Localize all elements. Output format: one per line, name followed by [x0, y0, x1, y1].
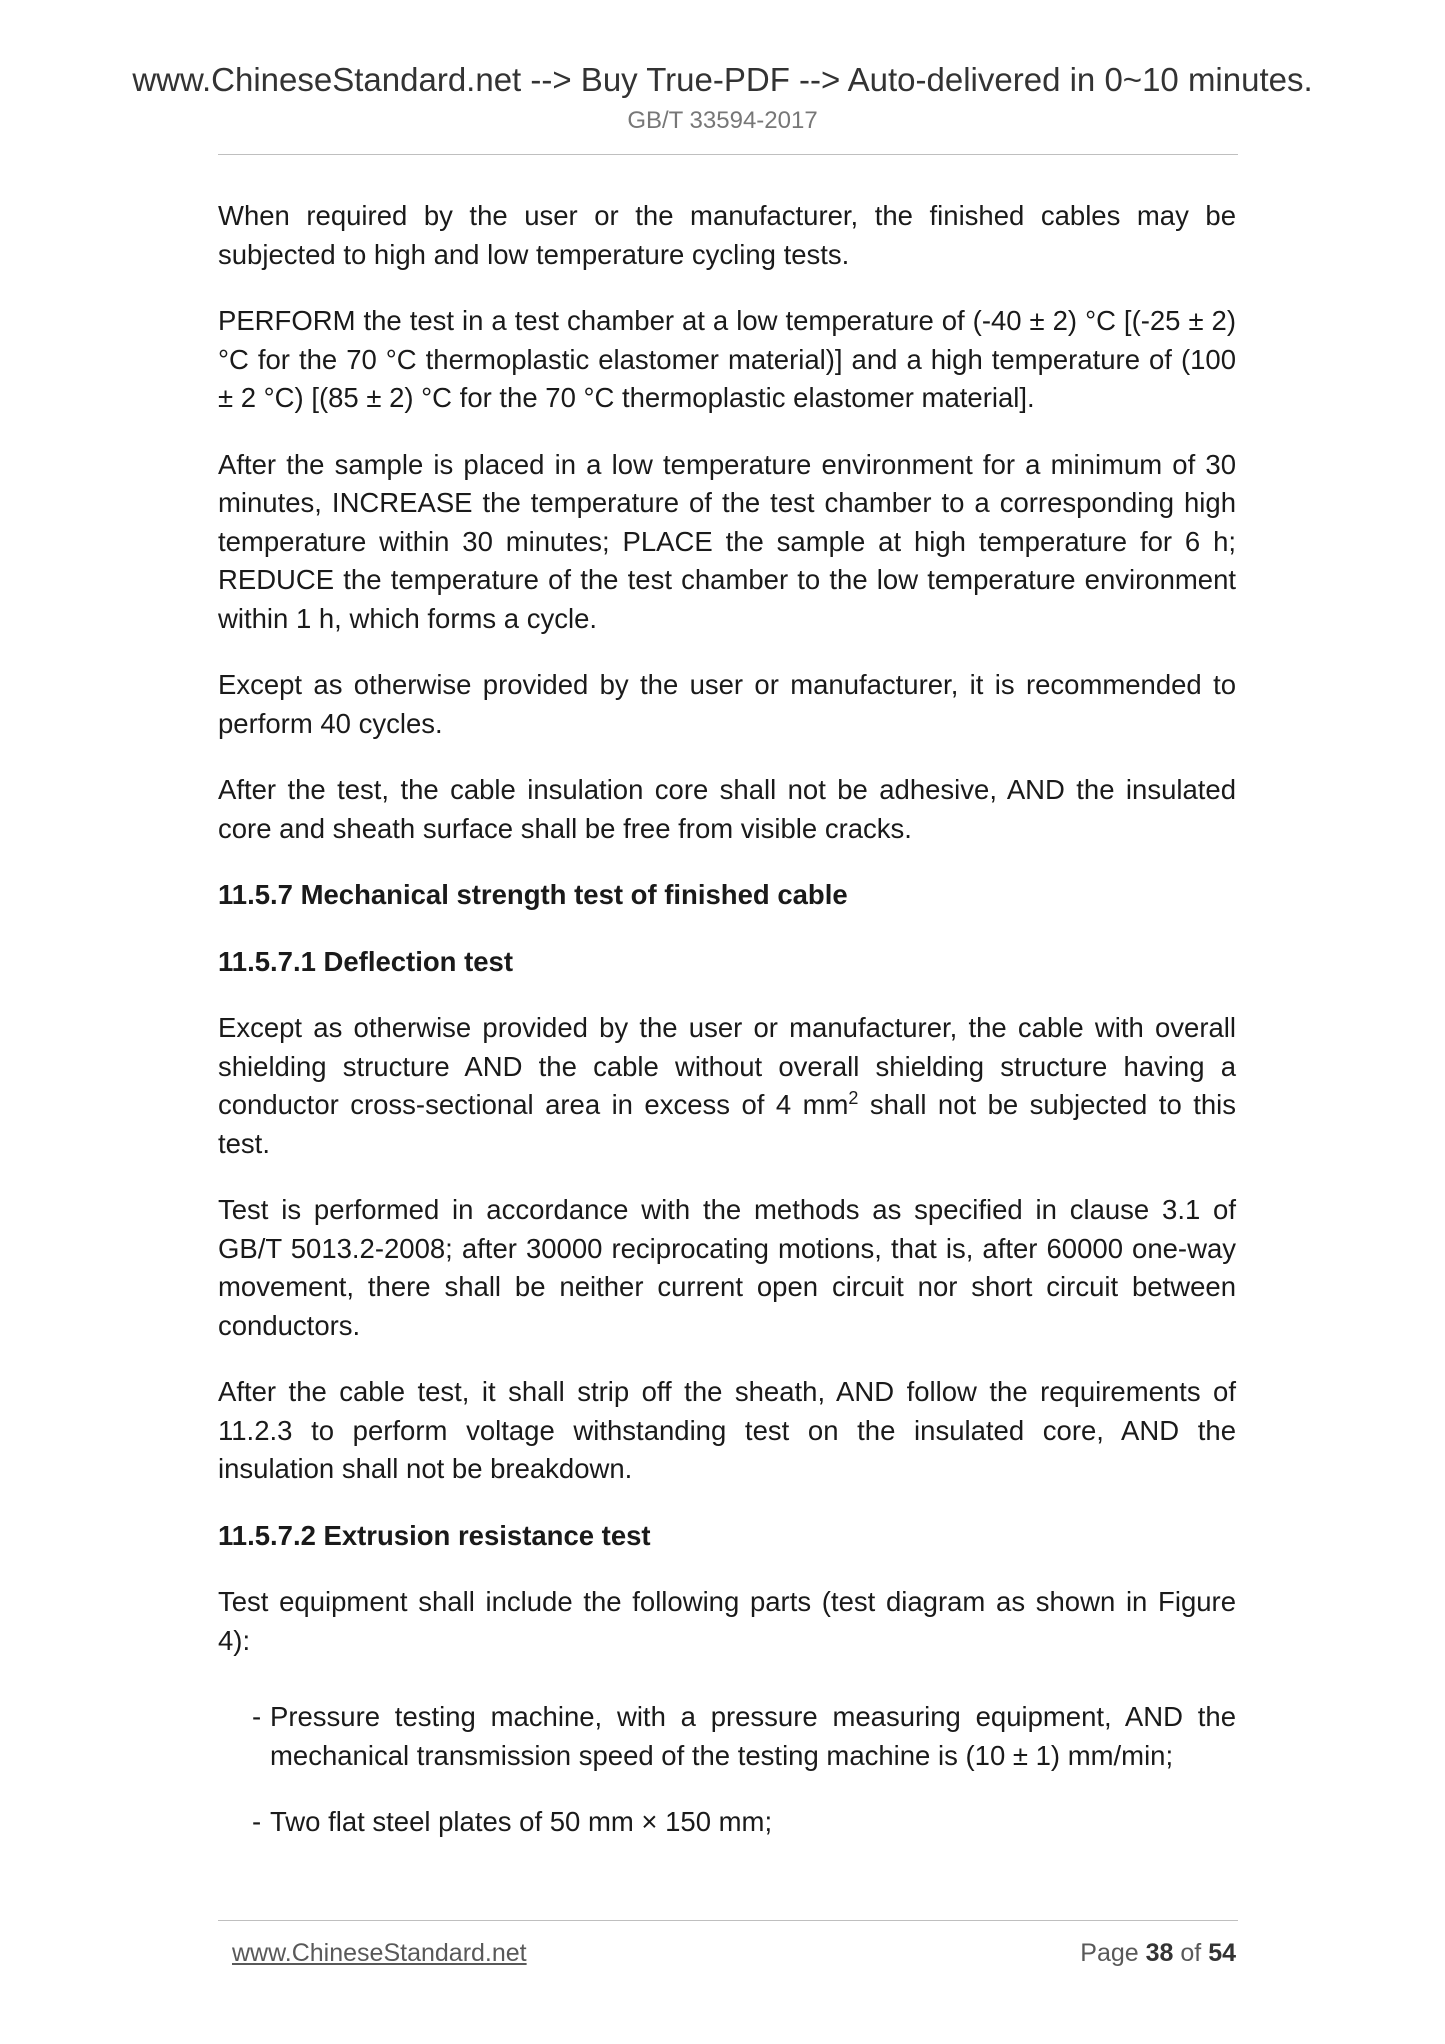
- page-word: Page: [1080, 1939, 1139, 1967]
- standard-number: GB/T 33594-2017: [627, 107, 818, 134]
- of-word: of: [1180, 1939, 1202, 1967]
- paragraph-deflection-method: Test is performed in accordance with the methods as specified in clause 3.1 of GB/T 5013.2-2008; after 30000 reciprocating motions, that is, after 60000 one-way movement, there shall be neither current open circuit nor short circuit between conductors.: [218, 1194, 1236, 1341]
- header-banner: www.ChineseStandard.net --> Buy True-PDF --> Auto-delivered in 0~10 minutes.: [132, 61, 1313, 98]
- page-total: 54: [1208, 1939, 1236, 1967]
- paragraph-equipment-intro: Test equipment shall include the following parts (test diagram as shown in Figure 4):: [218, 1586, 1236, 1656]
- paragraph-deflection-voltage: After the cable test, it shall strip off the sheath, AND follow the requirements of 11.2.3 to perform voltage withstanding test on the insulated core, AND the insulation shall not be breakdown.: [218, 1376, 1236, 1484]
- deflection-scope-text-a: Except as otherwise provided by the user or manufacturer, the cable with overall shielding structure AND the cable without overall shielding structure having a conductor cross-sectional area in excess of 4 mm: [218, 1012, 1236, 1120]
- paragraph-cycle-procedure: After the sample is placed in a low temperature environment for a minimum of 30 minutes, INCREASE the temperature of the test chamber to a corresponding high temperature within 30 minutes; PLACE the sample at high temperature for 6 h; REDUCE the temperature of the test chamber to the low temperature environment within 1 h, which forms a cycle.: [218, 448, 1236, 634]
- page-number: 38: [1145, 1939, 1174, 1967]
- paragraph-cycle-count: Except as otherwise provided by the user or manufacturer, it is recommended to perform 40 cycles.: [218, 669, 1236, 739]
- heading-11-5-7: 11.5.7 Mechanical strength test of finished cable: [218, 879, 848, 910]
- list-item-text: Two flat steel plates of 50 mm × 150 mm;: [270, 1806, 773, 1837]
- list-item-text: Pressure testing machine, with a pressure measuring equipment, AND the mechanical transmission speed of the testing machine is (10 ± 1) mm/min;: [270, 1701, 1236, 1771]
- paragraph-cycling-intro: When required by the user or the manufacturer, the finished cables may be subjected to high and low temperature cycling tests.: [218, 200, 1236, 270]
- list-item: [218, 1698, 1236, 1775]
- page-header: [0, 58, 1445, 138]
- heading-11-5-7-1: 11.5.7.1 Deflection test: [218, 945, 513, 977]
- list-dash: -: [252, 1806, 262, 1837]
- document-body: [218, 197, 1236, 1870]
- page-indicator: [1080, 1936, 1236, 1970]
- footer-divider: [218, 1920, 1238, 1921]
- superscript-2: 2: [848, 1087, 859, 1108]
- heading-11-5-7-2: 11.5.7.2 Extrusion resistance test: [218, 1519, 651, 1551]
- list-dash: -: [252, 1701, 262, 1732]
- deflection-scope-text-b: shall not be subjected to this test.: [218, 1089, 1236, 1159]
- list-item: [218, 1803, 1236, 1842]
- paragraph-deflection-scope: [218, 1009, 1236, 1163]
- paragraph-cycling-result: After the test, the cable insulation core shall not be adhesive, AND the insulated core and sheath surface shall be free from visible cracks.: [218, 774, 1236, 844]
- header-divider: [218, 154, 1238, 155]
- paragraph-test-temperatures: PERFORM the test in a test chamber at a low temperature of (-40 ± 2) °C [(-25 ± 2) °C for the 70 °C thermoplastic elastomer material)] and a high temperature of (100 ± 2 °C) [(85 ± 2) °C for the 70 °C thermoplastic elastomer material].: [218, 305, 1236, 413]
- footer-website-link[interactable]: www.ChineseStandard.net: [232, 1939, 527, 1967]
